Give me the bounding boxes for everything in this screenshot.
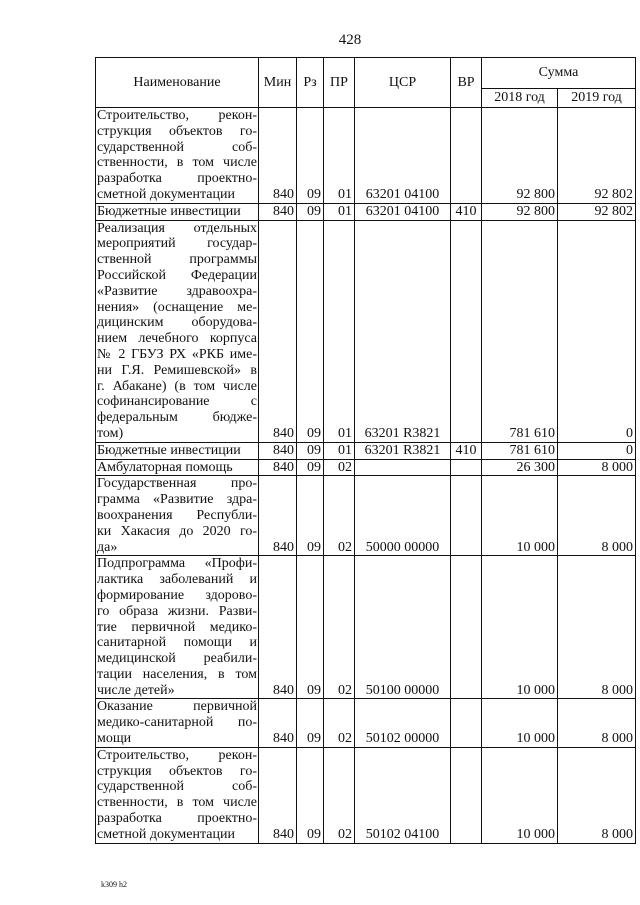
name-line: № 2 ГБУЗ РХ «РКБ име- (97, 346, 257, 362)
cell-pr: 01 (324, 108, 355, 204)
cell-rz: 09 (297, 442, 324, 459)
name-line: ственности, в том числе (97, 155, 257, 171)
cell-s2019: 8 000 (558, 556, 636, 699)
name-line: Российской Федерации (97, 267, 257, 283)
cell-min: 840 (259, 556, 297, 699)
name-line: Амбулаторная помощь (97, 459, 233, 475)
cell-pr: 01 (324, 220, 355, 442)
name-line: том) (97, 425, 124, 441)
table-row (96, 556, 636, 699)
header-pr: ПР (324, 58, 355, 108)
cell-csr: 50102 04100 (355, 747, 451, 843)
name-line: Бюджетные инвестиции (97, 203, 241, 219)
name-line: Оказание первичной (97, 699, 257, 715)
cell-pr: 02 (324, 699, 355, 747)
cell-min: 840 (259, 108, 297, 204)
cell-vr: 410 (451, 442, 482, 459)
cell-pr: 02 (324, 459, 355, 476)
cell-s2018: 781 610 (482, 220, 558, 442)
cell-rz: 09 (297, 459, 324, 476)
name-line: числе детей» (97, 682, 175, 698)
name-line: медицинской реабили- (97, 651, 257, 667)
cell-min: 840 (259, 459, 297, 476)
table-row (96, 459, 636, 476)
name-line: г. Абакане) (в том числе (97, 378, 257, 394)
row-name (96, 476, 259, 556)
header-row (96, 58, 636, 89)
name-line: Строительство, рекон- (97, 108, 257, 123)
cell-vr (451, 108, 482, 204)
name-line: Государственная про- (97, 476, 257, 492)
cell-rz: 09 (297, 476, 324, 556)
name-line: сметной документации (97, 826, 235, 842)
name-line: воохранения Республи- (97, 507, 257, 523)
header-rz: Рз (297, 58, 324, 108)
header-min: Мин (259, 58, 297, 108)
name-line: струкция объектов го- (97, 123, 257, 139)
cell-s2018: 10 000 (482, 556, 558, 699)
header-2018: 2018 год (482, 89, 558, 108)
footer-code: k309 h2 (101, 880, 127, 889)
table-row (96, 442, 636, 459)
table-row (96, 220, 636, 442)
cell-s2019: 8 000 (558, 747, 636, 843)
name-line: Реализация отдельных (97, 220, 257, 236)
cell-vr (451, 556, 482, 699)
cell-s2018: 26 300 (482, 459, 558, 476)
name-line: тие первичной медико- (97, 619, 257, 635)
cell-csr: 63201 04100 (355, 108, 451, 204)
cell-csr: 50102 00000 (355, 699, 451, 747)
cell-min: 840 (259, 747, 297, 843)
row-name (96, 203, 259, 220)
name-line: Строительство, рекон- (97, 747, 257, 763)
cell-vr (451, 699, 482, 747)
cell-rz: 09 (297, 747, 324, 843)
table-row (96, 108, 636, 204)
name-line: нием лечебного корпуса (97, 331, 257, 347)
cell-s2019: 0 (558, 220, 636, 442)
name-line: ки Хакасия до 2020 го- (97, 523, 257, 539)
cell-vr (451, 476, 482, 556)
name-line: ни Г.Я. Ремишевской» в (97, 362, 257, 378)
row-name (96, 747, 259, 843)
name-line: го образа жизни. Разви- (97, 603, 257, 619)
name-line: лактика заболеваний и (97, 572, 257, 588)
header-2019: 2019 год (558, 89, 636, 108)
name-line: сударственной соб- (97, 779, 257, 795)
name-line: сударственной соб- (97, 139, 257, 155)
cell-rz: 09 (297, 108, 324, 204)
cell-s2019: 8 000 (558, 459, 636, 476)
cell-csr: 50000 00000 (355, 476, 451, 556)
name-line: медико-санитарной по- (97, 715, 257, 731)
row-name (96, 442, 259, 459)
name-line: Бюджетные инвестиции (97, 442, 241, 458)
cell-pr: 02 (324, 476, 355, 556)
cell-s2018: 10 000 (482, 476, 558, 556)
page-number: 428 (338, 32, 362, 48)
table-row (96, 476, 636, 556)
cell-min: 840 (259, 442, 297, 459)
name-line: федеральным бюдже- (97, 410, 257, 426)
name-line: мощи (97, 731, 132, 747)
table-row (96, 699, 636, 747)
row-name (96, 459, 259, 476)
name-line: санитарной помощи и (97, 635, 257, 651)
cell-pr: 02 (324, 747, 355, 843)
cell-csr: 63201 04100 (355, 203, 451, 220)
header-vr: ВР (451, 58, 482, 108)
cell-vr (451, 747, 482, 843)
name-line: ственной программы (97, 252, 257, 268)
cell-csr (355, 459, 451, 476)
cell-csr: 50100 00000 (355, 556, 451, 699)
cell-vr (451, 220, 482, 442)
name-line: струкция объектов го- (97, 763, 257, 779)
row-name (96, 220, 259, 442)
cell-s2018: 10 000 (482, 747, 558, 843)
cell-rz: 09 (297, 220, 324, 442)
cell-s2019: 0 (558, 442, 636, 459)
name-line: разработка проектно- (97, 811, 257, 827)
cell-s2018: 10 000 (482, 699, 558, 747)
cell-s2018: 781 610 (482, 442, 558, 459)
cell-s2019: 8 000 (558, 699, 636, 747)
cell-vr: 410 (451, 203, 482, 220)
row-name (96, 699, 259, 747)
table-row (96, 203, 636, 220)
cell-vr (451, 459, 482, 476)
header-name: Наименование (96, 58, 259, 108)
name-line: Подпрограмма «Профи- (97, 556, 257, 572)
name-line: тации населения, в том (97, 666, 257, 682)
cell-s2019: 92 802 (558, 203, 636, 220)
name-line: «Развитие здравоохра- (97, 283, 257, 299)
row-name (96, 556, 259, 699)
name-line: разработка проектно- (97, 171, 257, 187)
cell-min: 840 (259, 220, 297, 442)
row-name (96, 108, 259, 204)
cell-rz: 09 (297, 699, 324, 747)
name-line: да» (97, 539, 118, 555)
header-csr: ЦСР (355, 58, 451, 108)
header-sum: Сумма (482, 58, 636, 89)
name-line: софинансирование с (97, 394, 257, 410)
name-line: сметной документации (97, 186, 235, 202)
cell-pr: 01 (324, 442, 355, 459)
cell-s2018: 92 800 (482, 108, 558, 204)
cell-pr: 01 (324, 203, 355, 220)
name-line: грамма «Развитие здра- (97, 492, 257, 508)
name-line: нения» (оснащение ме- (97, 299, 257, 315)
cell-s2018: 92 800 (482, 203, 558, 220)
name-line: мероприятий государ- (97, 236, 257, 252)
cell-rz: 09 (297, 203, 324, 220)
name-line: дицинским оборудова- (97, 315, 257, 331)
cell-csr: 63201 R3821 (355, 220, 451, 442)
cell-pr: 02 (324, 556, 355, 699)
cell-min: 840 (259, 476, 297, 556)
budget-table (95, 57, 636, 844)
cell-s2019: 92 802 (558, 108, 636, 204)
name-line: ственности, в том числе (97, 795, 257, 811)
table-row (96, 747, 636, 843)
name-line: формирование здорово- (97, 587, 257, 603)
cell-min: 840 (259, 699, 297, 747)
cell-rz: 09 (297, 556, 324, 699)
cell-s2019: 8 000 (558, 476, 636, 556)
cell-min: 840 (259, 203, 297, 220)
cell-csr: 63201 R3821 (355, 442, 451, 459)
